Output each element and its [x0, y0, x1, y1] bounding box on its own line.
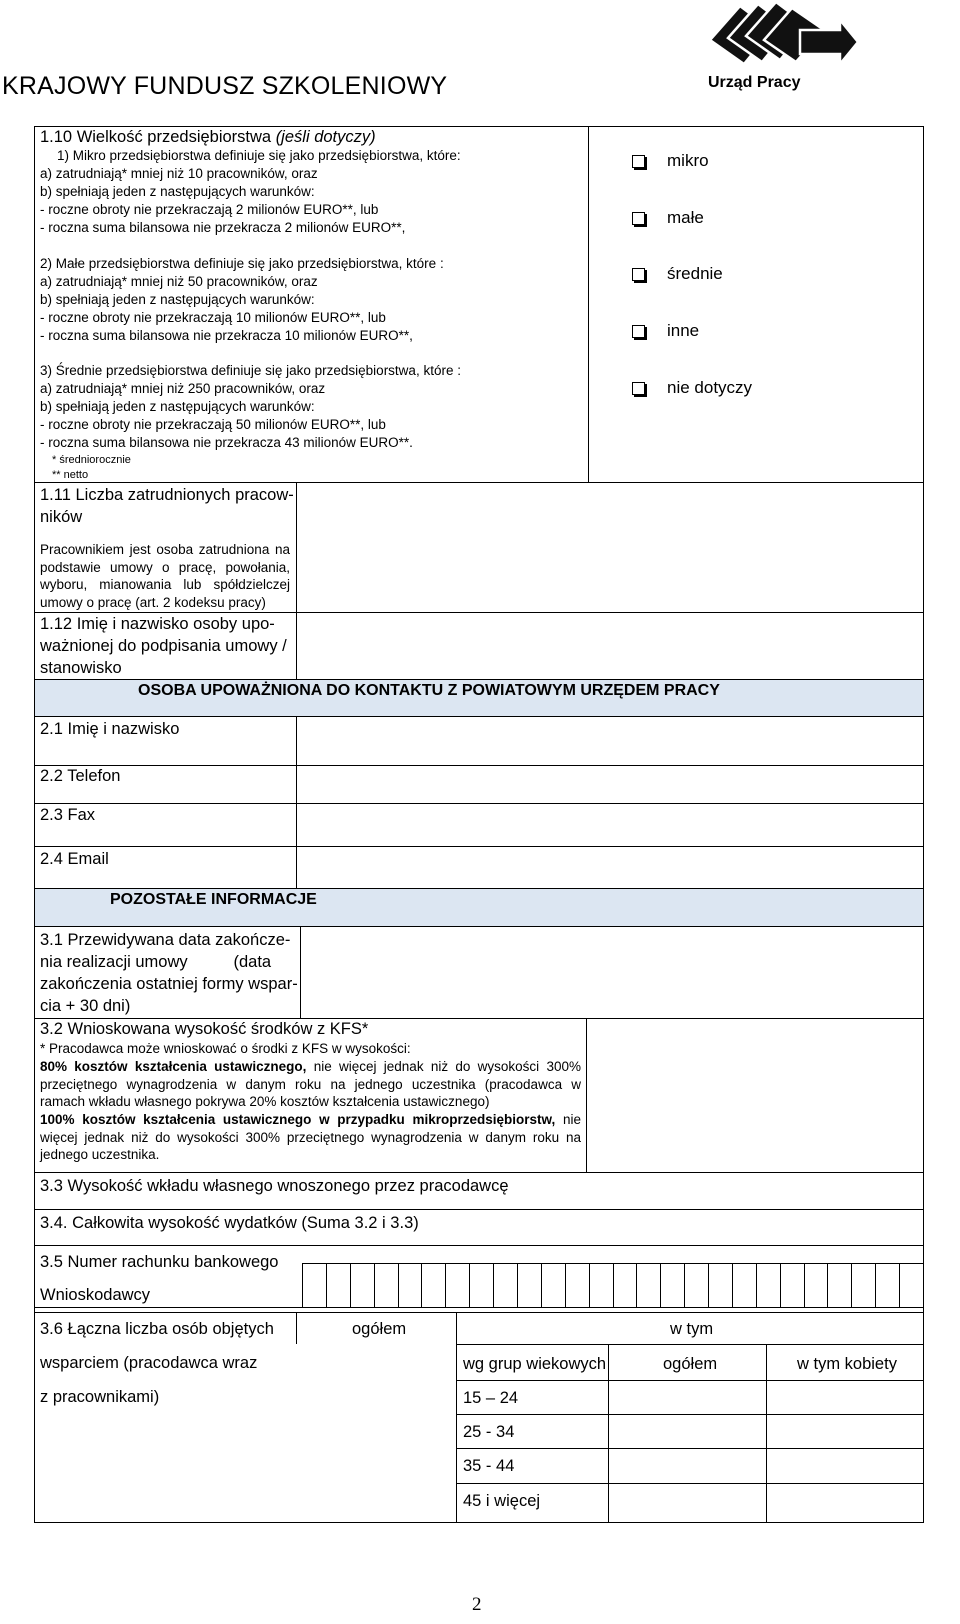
checkbox-icon[interactable]: [632, 268, 645, 281]
s3-2-100-rest: nie więcej jednak niż do wysokości 300% przeciętnego wynagrodzenia w danym roku na jednego uczestnika.: [40, 1112, 581, 1163]
male-def-2: b) spełniają jeden z następujących warunków:: [40, 292, 315, 307]
account-digit-cell[interactable]: [350, 1263, 351, 1307]
age-group-25-34: 25 - 34: [463, 1423, 515, 1441]
male-def-3: - roczne obroty nie przekraczają 10 milionów EURO**, lub: [40, 310, 386, 325]
contact-email-field[interactable]: [297, 847, 923, 888]
account-digit-cell[interactable]: [780, 1263, 781, 1307]
s3-4-label: 3.4. Całkowita wysokość wydatków (Suma 3.2 i 3.3): [40, 1214, 419, 1232]
col-ogolem: ogółem: [352, 1320, 407, 1338]
account-digit-cell[interactable]: [565, 1263, 566, 1307]
account-digit-cell[interactable]: [708, 1263, 709, 1307]
account-digit-cell[interactable]: [636, 1263, 637, 1307]
account-digit-cell[interactable]: [493, 1263, 494, 1307]
account-digit-cell[interactable]: [302, 1263, 303, 1307]
option-male[interactable]: [632, 208, 704, 228]
account-digit-cell[interactable]: [923, 1263, 924, 1307]
mikro-def-0: 1) Mikro przedsiębiorstwa definiuje się jako przedsiębiorstwa, które:: [57, 148, 461, 163]
male-def-4: - roczna suma bilansowa nie przekracza 10 milionów EURO**,: [40, 328, 413, 343]
age-group-45-plus: 45 i więcej: [463, 1492, 541, 1510]
mikro-def-3: - roczne obroty nie przekraczają 2 milionów EURO**, lub: [40, 202, 379, 217]
option-label: mikro: [667, 151, 709, 170]
employee-count-field[interactable]: [297, 483, 923, 612]
s3-6-line-1: 3.6 Łączna liczba osób objętych: [40, 1320, 274, 1338]
checkbox-icon[interactable]: [632, 325, 645, 338]
s3-2-100-bold: 100% kosztów kształcenia ustawicznego w przypadku mikroprzedsiębiorstw,: [40, 1112, 556, 1127]
section-1-11-label-2: ników: [40, 508, 83, 526]
account-digit-cell[interactable]: [517, 1263, 518, 1307]
logo-text: Urząd Pracy: [708, 74, 801, 91]
account-digit-cell[interactable]: [875, 1263, 876, 1307]
option-label: nie dotyczy: [667, 378, 753, 397]
col-w-tym: w tym: [670, 1320, 714, 1338]
account-digit-cell[interactable]: [589, 1263, 590, 1307]
requested-amount-field[interactable]: [587, 1019, 923, 1172]
urzad-pracy-logo: [700, 0, 860, 100]
s3-2-paragraph-80: [40, 1058, 581, 1111]
account-digit-cell[interactable]: [398, 1263, 399, 1307]
srednie-def-4: - roczna suma bilansowa nie przekracza 43 milionów EURO**.: [40, 435, 413, 450]
s3-2-paragraph-100: [40, 1111, 581, 1164]
mikro-def-4: - roczna suma bilansowa nie przekracza 2 milionów EURO**,: [40, 220, 406, 235]
account-digit-cell[interactable]: [374, 1263, 375, 1307]
age-groups-header: wg grup wiekowych: [463, 1355, 607, 1373]
s3-2-note-intro: * Pracodawca może wnioskować o środki z KFS w wysokości:: [40, 1041, 411, 1056]
footnote-srednio: * średniorocznie: [52, 454, 131, 466]
account-digit-cell[interactable]: [326, 1263, 327, 1307]
option-inne[interactable]: [632, 321, 699, 341]
checkbox-icon[interactable]: [632, 212, 645, 225]
page-number: 2: [472, 1594, 482, 1615]
other-info-header: POZOSTAŁE INFORMACJE: [110, 891, 317, 908]
account-digit-cell[interactable]: [469, 1263, 470, 1307]
section-1-12-line-2: ważnionej do podpisania umowy /: [40, 637, 287, 655]
contact-fax-label: 2.3 Fax: [40, 806, 96, 824]
account-digit-cell[interactable]: [804, 1263, 805, 1307]
account-digit-cell[interactable]: [684, 1263, 685, 1307]
account-digit-cell[interactable]: [851, 1263, 852, 1307]
end-date-field[interactable]: [301, 927, 923, 1018]
mikro-def-1: a) zatrudniają* mniej niż 10 pracowników, oraz: [40, 166, 318, 181]
checkbox-icon[interactable]: [632, 382, 645, 395]
account-digit-cell[interactable]: [756, 1263, 757, 1307]
section-1-10-heading: 1.10 Wielkość przedsiębiorstwa (jeśli dotyczy): [40, 128, 376, 146]
authorized-person-field[interactable]: [297, 613, 923, 679]
srednie-def-1: a) zatrudniają* mniej niż 250 pracowników, oraz: [40, 381, 326, 396]
s3-1-line-3: zakończenia ostatniej formy wspar-: [40, 975, 298, 993]
contact-email-label: 2.4 Email: [40, 850, 109, 868]
footnote-netto: ** netto: [52, 469, 89, 481]
s3-6-line-2: wsparciem (pracodawca wraz: [40, 1354, 258, 1372]
s3-2-title: 3.2 Wnioskowana wysokość środków z KFS*: [40, 1020, 369, 1038]
heading-italic: (jeśli dotyczy): [275, 128, 376, 146]
logo-cards-icon: [700, 0, 860, 72]
account-digit-cell[interactable]: [541, 1263, 542, 1307]
age-group-15-24: 15 – 24: [463, 1389, 519, 1407]
s3-3-label: 3.3 Wysokość wkładu własnego wnoszonego przez pracodawcę: [40, 1177, 509, 1195]
contact-fax-field[interactable]: [297, 804, 923, 846]
s3-1-line-1: 3.1 Przewidywana data zakończe-: [40, 931, 291, 949]
srednie-def-2: b) spełniają jeden z następujących warunków:: [40, 399, 315, 414]
s3-1-line-4: cia + 30 dni): [40, 997, 131, 1015]
account-digit-cell[interactable]: [660, 1263, 661, 1307]
option-srednie[interactable]: [632, 264, 723, 284]
checkbox-icon[interactable]: [632, 155, 645, 168]
option-label: małe: [667, 208, 704, 227]
s3-6-line-3: z pracownikami): [40, 1388, 160, 1406]
contact-phone-field[interactable]: [297, 766, 923, 803]
male-def-1: a) zatrudniają* mniej niż 50 pracowników, oraz: [40, 274, 318, 289]
contact-phone-label: 2.2 Telefon: [40, 767, 121, 785]
section-1-11-label-1: 1.11 Liczba zatrudnionych pracow-: [40, 486, 294, 504]
page-title: KRAJOWY FUNDUSZ SZKOLENIOWY: [2, 72, 448, 100]
account-digit-cell[interactable]: [421, 1263, 422, 1307]
mikro-def-2: b) spełniają jeden z następujących warunków:: [40, 184, 315, 199]
s3-5-line-2: Wnioskodawcy: [40, 1286, 151, 1304]
option-mikro[interactable]: [632, 151, 709, 171]
option-label: inne: [667, 321, 700, 340]
srednie-def-0: 3) Średnie przedsiębiorstwa definiuje się jako przedsiębiorstwa, które :: [40, 363, 461, 378]
section-1-12-line-1: 1.12 Imię i nazwisko osoby upo-: [40, 615, 275, 633]
s3-2-80-rest: nie więcej jednak niż do wysokości 300% przeciętnego wynagrodzenia w danym roku na jednego uczestnika (pracodawca w ramach wkładu własnego pokrywa 20% kosztów kształcenia ustawicznego): [40, 1059, 581, 1110]
s3-2-80-bold: 80% kosztów kształcenia ustawicznego,: [40, 1059, 307, 1074]
employee-definition-note: Pracownikiem jest osoba zatrudniona na podstawie umowy o pracę, powołania, wyboru, mianowania lub spółdzielczej umowy o pracę (art. 2 kodeksu pracy): [40, 542, 290, 610]
contact-name-label: 2.1 Imię i nazwisko: [40, 720, 180, 738]
section-1-12-line-3: stanowisko: [40, 659, 122, 677]
option-label: średnie: [667, 264, 723, 283]
account-digit-cell[interactable]: [827, 1263, 828, 1307]
srednie-def-3: - roczne obroty nie przekraczają 50 milionów EURO**, lub: [40, 417, 386, 432]
male-def-0: 2) Małe przedsiębiorstwa definiuje się jako przedsiębiorstwa, które :: [40, 256, 444, 271]
s3-1-line-2: nia realizacji umowy (data: [40, 953, 272, 971]
account-digit-cell[interactable]: [899, 1263, 900, 1307]
account-digit-cell[interactable]: [732, 1263, 733, 1307]
contact-section-header: OSOBA UPOWAŻNIONA DO KONTAKTU Z POWIATOWYM URZĘDEM PRACY: [138, 682, 720, 699]
age-kobiety-header: w tym kobiety: [797, 1355, 897, 1373]
s3-5-line-1: 3.5 Numer rachunku bankowego: [40, 1253, 279, 1271]
age-ogolem-header: ogółem: [663, 1355, 718, 1373]
contact-name-field[interactable]: [297, 717, 923, 765]
account-digit-cell[interactable]: [445, 1263, 446, 1307]
option-nie-dotyczy[interactable]: [632, 378, 752, 398]
age-group-35-44: 35 - 44: [463, 1457, 515, 1475]
account-digit-cell[interactable]: [613, 1263, 614, 1307]
